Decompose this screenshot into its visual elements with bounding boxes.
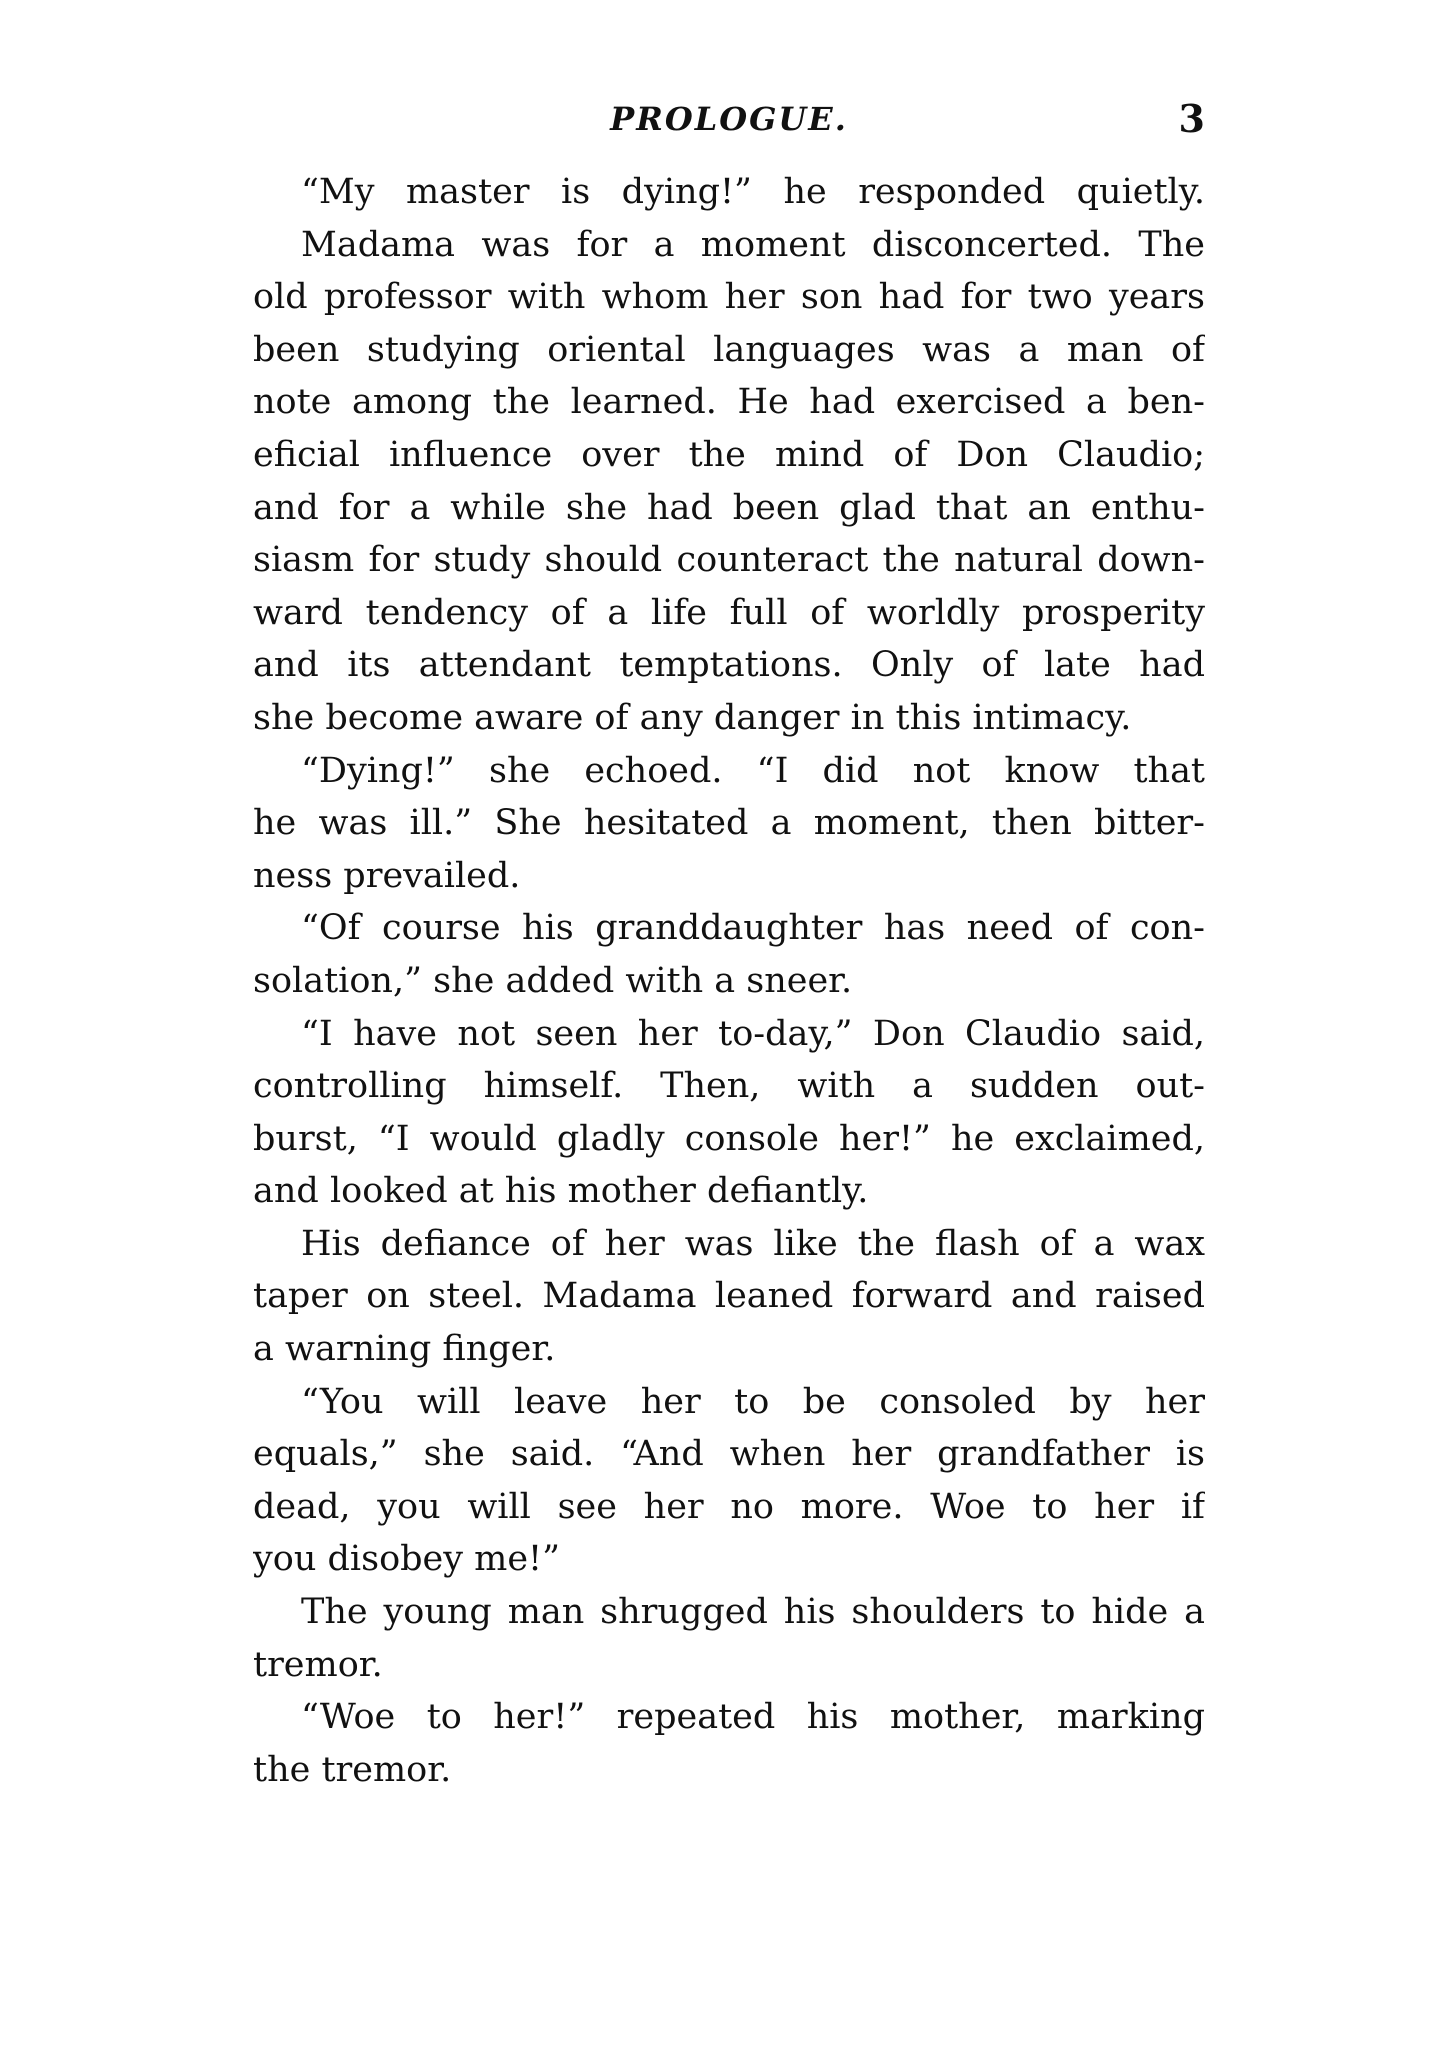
text-line: you disobey me!” — [253, 1539, 561, 1580]
text-line: he was ill.” She hesitated a moment, then bitter- — [253, 803, 1205, 844]
text-line: controlling himself. Then, with a sudden out- — [253, 1066, 1205, 1107]
body-text — [253, 166, 1205, 1796]
running-head — [253, 96, 1205, 146]
text-line: burst, “I would gladly console her!” he exclaimed, — [253, 1118, 1205, 1159]
text-line: and its attendant temptations. Only of late had — [253, 645, 1205, 686]
text-line: solation,” she added with a sneer. — [253, 960, 853, 1001]
text-line: equals,” she said. “And when her grandfather is — [253, 1434, 1205, 1475]
text-line: “Of course his granddaughter has need of con- — [301, 908, 1205, 949]
text-line: she become aware of any danger in this intimacy. — [253, 697, 1132, 738]
text-line: and for a while she had been glad that an enthu- — [253, 487, 1205, 528]
text-line: note among the learned. He had exercised a ben- — [253, 382, 1205, 423]
text-line: “You will leave her to be consoled by her — [301, 1381, 1205, 1422]
text-line: His defiance of her was like the flash of a wax — [301, 1223, 1205, 1264]
running-title: PROLOGUE. — [610, 100, 848, 138]
text-line: “Dying!” she echoed. “I did not know that — [301, 750, 1205, 791]
text-line: eficial influence over the mind of Don Claudio; — [253, 434, 1205, 475]
text-line: dead, you will see her no more. Woe to her if — [253, 1486, 1205, 1527]
text-line: been studying oriental languages was a man of — [253, 329, 1205, 370]
text-line: ness prevailed. — [253, 855, 521, 896]
text-line: old professor with whom her son had for two years — [253, 277, 1205, 318]
text-line: siasm for study should counteract the natural down- — [253, 540, 1205, 581]
text-line: “I have not seen her to-day,” Don Claudio said, — [301, 1013, 1205, 1054]
page-number: 3 — [1178, 96, 1205, 141]
text-line: “Woe to her!” repeated his mother, marking — [301, 1697, 1205, 1738]
text-line: “My master is dying!” he responded quietly. — [301, 172, 1205, 212]
text-line: ward tendency of a life full of worldly prosperity — [253, 592, 1205, 633]
text-line: a warning finger. — [253, 1329, 556, 1370]
text-line: The young man shrugged his shoulders to hide a — [301, 1592, 1205, 1633]
text-line: Madama was for a moment disconcerted. The — [301, 224, 1205, 265]
text-line: tremor. — [253, 1644, 383, 1685]
text-line: taper on steel. Madama leaned forward and raised — [253, 1276, 1205, 1317]
text-line: the tremor. — [253, 1749, 452, 1790]
text-line: and looked at his mother defiantly. — [253, 1171, 869, 1212]
